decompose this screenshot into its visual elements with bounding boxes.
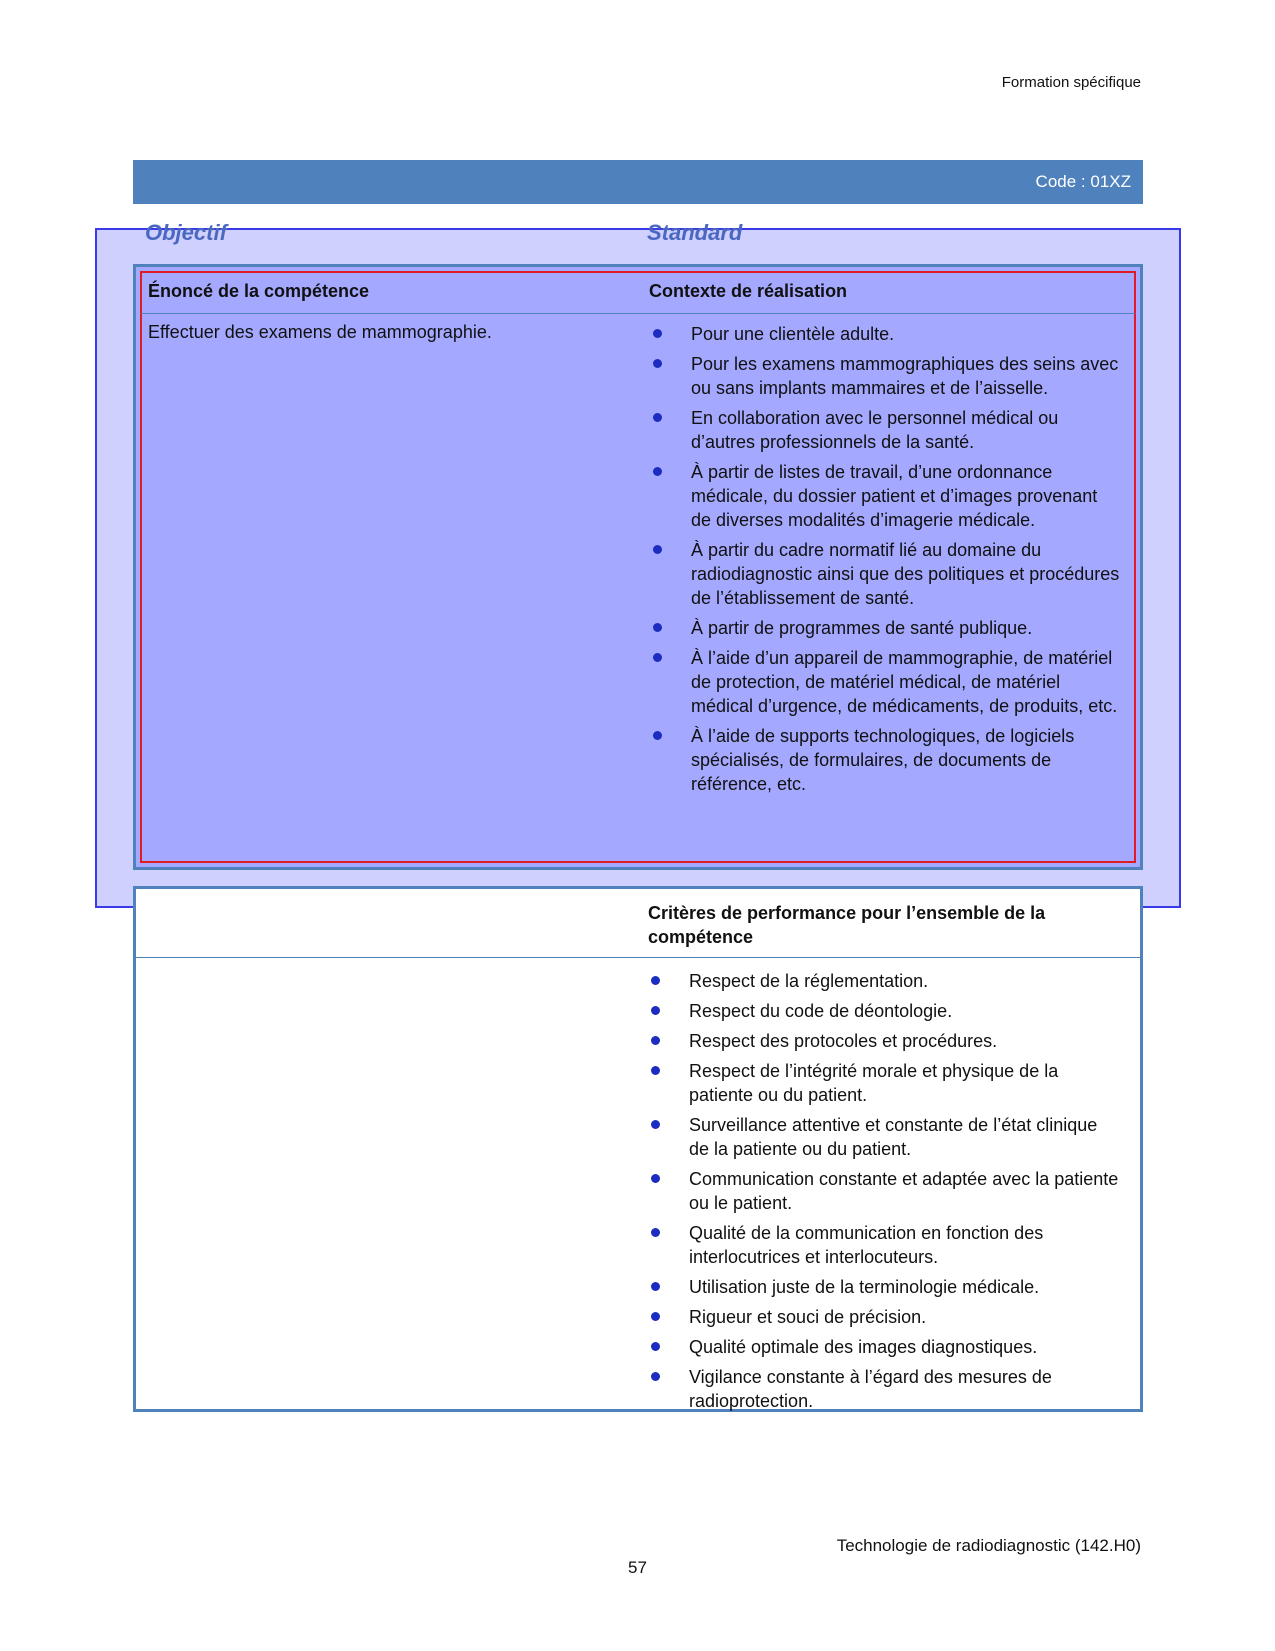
bullet-icon bbox=[653, 413, 662, 422]
bullet-icon bbox=[653, 359, 662, 368]
criterion-item-text: Respect du code de déontologie. bbox=[689, 1001, 953, 1021]
criterion-item bbox=[649, 999, 1119, 1023]
bullet-icon bbox=[651, 1312, 660, 1321]
criterion-item-text: Respect de l’intégrité morale et physique de la patiente ou du patient. bbox=[689, 1061, 1059, 1105]
bullet-icon bbox=[651, 976, 660, 985]
criterion-item bbox=[649, 1029, 1119, 1053]
competency-table bbox=[133, 264, 1143, 870]
performance-table bbox=[133, 886, 1143, 1412]
criterion-item bbox=[649, 1059, 1119, 1107]
statement-column-header: Énoncé de la compétence bbox=[148, 281, 370, 301]
context-item-text: En collaboration avec le personnel médical ou d’autres professionnels de la santé. bbox=[691, 408, 1059, 452]
criterion-item bbox=[649, 1335, 1119, 1359]
criterion-item bbox=[649, 1221, 1119, 1269]
criterion-item bbox=[649, 1167, 1119, 1215]
bullet-icon bbox=[651, 1342, 660, 1351]
header-note: Formation spécifique bbox=[1001, 74, 1141, 91]
criterion-item-text: Vigilance constante à l’égard des mesures de radioprotection. bbox=[689, 1367, 1052, 1411]
context-item bbox=[651, 406, 1121, 454]
context-item bbox=[651, 352, 1121, 400]
objective-title: Objectif bbox=[145, 220, 227, 245]
criterion-item-text: Respect des protocoles et procédures. bbox=[689, 1031, 998, 1051]
context-item-text: À partir du cadre normatif lié au domaine du radiodiagnostic ainsi que des politiques et procédures de l’établissement de santé. bbox=[691, 540, 1120, 608]
criterion-item bbox=[649, 1305, 1119, 1329]
criterion-item-text: Utilisation juste de la terminologie médicale. bbox=[689, 1277, 1040, 1297]
code-bar bbox=[133, 160, 1143, 204]
context-item bbox=[651, 646, 1121, 718]
header-divider bbox=[141, 313, 1135, 314]
context-item-text: Pour une clientèle adulte. bbox=[691, 324, 895, 344]
performance-header: Critères de performance pour l’ensemble de la compétence bbox=[648, 903, 1046, 947]
competency-statement: Effectuer des examens de mammographie. bbox=[148, 322, 492, 342]
bullet-icon bbox=[651, 1228, 660, 1237]
footer-title: Technologie de radiodiagnostic (142.H0) bbox=[836, 1536, 1141, 1555]
context-item-text: À l’aide d’un appareil de mammographie, de matériel de protection, de matériel médical, de matériel médical d’urgence, de médicaments, de produits, etc. bbox=[691, 648, 1118, 716]
context-column-header: Contexte de réalisation bbox=[649, 281, 848, 301]
bullet-icon bbox=[651, 1006, 660, 1015]
bullet-icon bbox=[651, 1282, 660, 1291]
bullet-icon bbox=[651, 1372, 660, 1381]
bullet-icon bbox=[653, 329, 662, 338]
standard-title: Standard bbox=[647, 220, 743, 245]
criterion-item bbox=[649, 1275, 1119, 1299]
bullet-icon bbox=[653, 467, 662, 476]
competency-code: Code : 01XZ bbox=[1035, 172, 1131, 191]
bullet-icon bbox=[651, 1066, 660, 1075]
criterion-item-text: Rigueur et souci de précision. bbox=[689, 1307, 927, 1327]
performance-list bbox=[649, 969, 1119, 1419]
bullet-icon bbox=[651, 1120, 660, 1129]
context-item bbox=[651, 538, 1121, 610]
criterion-item bbox=[649, 1365, 1119, 1413]
context-item bbox=[651, 724, 1121, 796]
bullet-icon bbox=[653, 545, 662, 554]
context-item-text: À partir de programmes de santé publique. bbox=[691, 618, 1033, 638]
criterion-item-text: Respect de la réglementation. bbox=[689, 971, 929, 991]
criterion-item-text: Qualité optimale des images diagnostiques. bbox=[689, 1337, 1038, 1357]
context-item-text: Pour les examens mammographiques des seins avec ou sans implants mammaires et de l’aisselle. bbox=[691, 354, 1119, 398]
criterion-item bbox=[649, 1113, 1119, 1161]
context-item-text: À partir de listes de travail, d’une ordonnance médicale, du dossier patient et d’images provenant de diverses modalités d’imagerie médicale. bbox=[691, 462, 1098, 530]
bullet-icon bbox=[651, 1036, 660, 1045]
performance-divider bbox=[136, 957, 1140, 958]
criterion-item-text: Communication constante et adaptée avec la patiente ou le patient. bbox=[689, 1169, 1119, 1213]
context-list bbox=[651, 322, 1121, 802]
criterion-item-text: Qualité de la communication en fonction des interlocutrices et interlocuteurs. bbox=[689, 1223, 1044, 1267]
criterion-item-text: Surveillance attentive et constante de l’état clinique de la patiente ou du patient. bbox=[689, 1115, 1098, 1159]
criterion-item bbox=[649, 969, 1119, 993]
bullet-icon bbox=[653, 731, 662, 740]
context-item-text: À l’aide de supports technologiques, de logiciels spécialisés, de formulaires, de documents de référence, etc. bbox=[691, 726, 1075, 794]
context-item bbox=[651, 322, 1121, 346]
bullet-icon bbox=[653, 653, 662, 662]
context-item bbox=[651, 616, 1121, 640]
bullet-icon bbox=[651, 1174, 660, 1183]
context-item bbox=[651, 460, 1121, 532]
bullet-icon bbox=[653, 623, 662, 632]
page-number: 57 bbox=[628, 1558, 647, 1577]
